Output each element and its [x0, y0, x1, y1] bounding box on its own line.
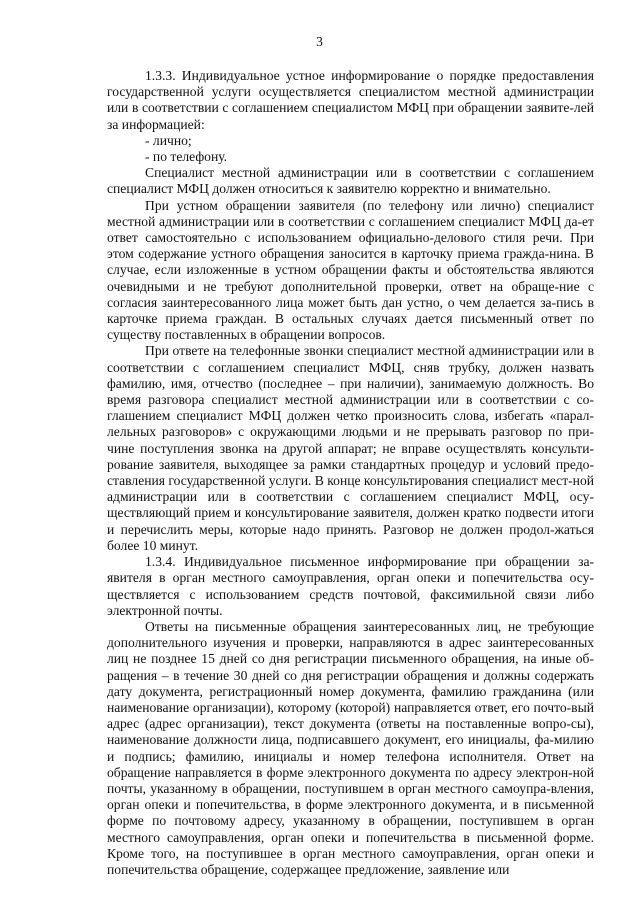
list-item-in-person: - лично;	[145, 132, 192, 148]
paragraph-1-3-3: 1.3.3. Индивидуальное устное информирование о порядке предоставления государственной услуги осуществляется специалистом местной администрации или в соответствии с соглашением специалистом МФЦ при обращении заявите-лей за информацией:	[107, 68, 594, 132]
list-item-by-phone: - по телефону.	[145, 149, 228, 165]
document-body	[107, 68, 594, 878]
page-number: 3	[316, 34, 323, 49]
paragraph-oral-appeal: При устном обращении заявителя (по телефону или лично) специалист местной администрации или в соответствии с соглашением специалист МФЦ да-ет ответ самостоятельно с использованием официально-делового стиля речи. При этом содержание устного обращения заносится в карточку приема гражда-нина. В случае, если изложенные в устном обращении факты и обстоятельства являются очевидными и не требуют дополнительной проверки, ответ на обраще-ние с согласия заинтересованного лица может быть дан устно, о чем делается за-пись в карточке приема граждан. В остальных случаях дается письменный ответ по существу поставленных в обращении вопросов.	[107, 197, 594, 343]
paragraph-specialist-conduct: Специалист местной администрации или в соответствии с соглашением специалист МФЦ должен относиться к заявителю корректно и внимательно.	[107, 165, 594, 197]
paragraph-phone-calls: При ответе на телефонные звонки специалист местной администрации или в соответствии с соглашением специалист МФЦ, сняв трубку, должен назвать фамилию, имя, отчество (последнее – при наличии), занимаемую должность. Во время разговора специалист местной администрации или в соответствии с со-глашением специалист МФЦ должен четко произносить слова, избегать «парал-лельных разговоров» с окружающими людьми и не прерывать разговор по при-чине поступления звонка на другой аппарат; не вправе осуществлять консульти-рование заявителя, выходящее за рамки стандартных процедур и условий предо-ставления государственной услуги. В конце консультирования специалист мест-ной администрации или в соответствии с соглашением специалист МФЦ, осу-ществляющий прием и консультирование заявителя, должен кратко подвести итоги и перечислить меры, которые надо принять. Разговор не должен продол-жаться более 10 минут.	[107, 343, 595, 553]
paragraph-written-replies: Ответы на письменные обращения заинтересованных лиц, не требующие дополнительного изучения и проверки, направляются в адрес заинтересованных лиц не позднее 15 дней со дня регистрации письменного обращения, на иные об-ращения – в течение 30 дней со дня регистрации обращения и должны содержать дату документа, регистрационный номер документа, фамилию гражданина (или наименование организации), которому (которой) направляется ответ, его почто-вый адрес (адрес организации), текст документа (ответы на поставленные вопро-сы), наименование должности лица, подписавшего документ, его инициалы, фа-милию и подпись; фамилию, инициалы и номер телефона исполнителя. Ответ на обращение направляется в форме электронного документа по адресу электрон-ной почты, указанному в обращении, поступившем в орган местного самоупра-вления, орган опеки и попечительства, в форме электронного документа, и в письменной форме по почтовому адресу, указанному в обращении, поступившем в орган местного самоуправления, орган опеки и попечительства в письменной форме. Кроме того, на поступившее в орган местного самоуправления, орган опеки и попечительства обращение, содержащее предложение, заявление или	[107, 618, 594, 877]
paragraph-1-3-4: 1.3.4. Индивидуальное письменное информирование при обращении за-явителя в орган местного самоуправления, орган опеки и попечительства осу-ществляется с использованием средств почтовой, факсимильной связи либо электронной почты.	[107, 554, 594, 618]
